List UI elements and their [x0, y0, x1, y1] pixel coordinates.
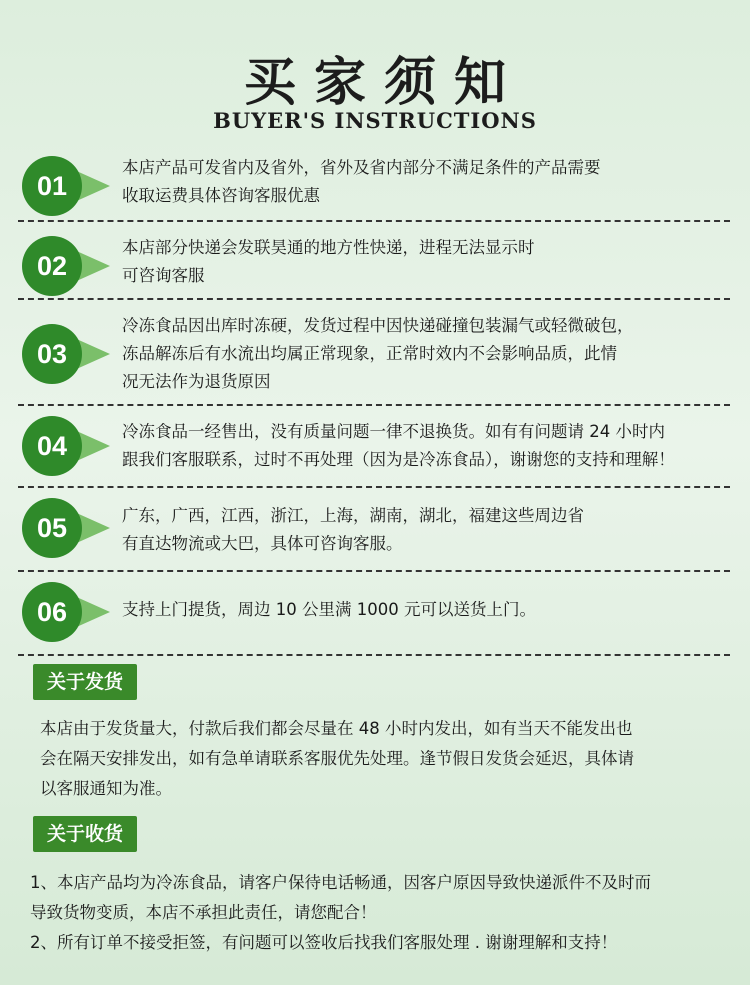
- number-badge: [22, 324, 110, 384]
- badge-number: 02: [36, 251, 68, 281]
- notice-line: 本店产品可发省内及省外，省外及省内部分不满足条件的产品需要: [122, 158, 601, 177]
- notice-text: [122, 154, 732, 210]
- number-badge: [22, 498, 110, 558]
- receiving-heading: 关于收货: [33, 816, 137, 852]
- notice-text: [122, 312, 732, 396]
- receiving-line: 1、本店产品均为冷冻食品，请客户保待电话畅通，因客户原因导致快递派件不及时而: [30, 873, 651, 892]
- divider: [18, 298, 730, 300]
- notice-text: [122, 596, 732, 624]
- notice-line: 支持上门提货，周边 10 公里满 1000 元可以送货上门。: [122, 600, 536, 619]
- notice-line: 广东，广西，江西，浙江，上海，湖南，湖北，福建这些周边省: [122, 506, 584, 525]
- receiving-text: [30, 868, 730, 958]
- number-badge: [22, 416, 110, 476]
- badge-number: 04: [36, 431, 68, 461]
- notice-text: [122, 418, 732, 474]
- page-subtitle: BUYER'S INSTRUCTIONS: [213, 108, 537, 133]
- badge-number: 05: [36, 513, 68, 543]
- notice-line: 跟我们客服联系，过时不再处理（因为是冷冻食品），谢谢您的支持和理解！: [122, 450, 675, 469]
- receiving-line: 导致货物变质，本店不承担此责任，请您配合！: [30, 903, 377, 922]
- shipping-line: 以客服通知为准。: [40, 779, 172, 798]
- notice-line: 况无法作为退货原因: [122, 372, 271, 391]
- notice-line: 有直达物流或大巴，具体可咨询客服。: [122, 534, 403, 553]
- badge-number: 03: [36, 339, 68, 369]
- shipping-text: [40, 714, 740, 804]
- notice-line: 本店部分快递会发联昊通的地方性快递，进程无法显示时: [122, 238, 535, 257]
- number-badge: [22, 582, 110, 642]
- number-badge: [22, 236, 110, 296]
- notice-line: 收取运费具体咨询客服优惠: [122, 186, 320, 205]
- divider: [18, 220, 730, 222]
- notice-line: 可咨询客服: [122, 266, 205, 285]
- notice-text: [122, 502, 732, 558]
- badge-number: 01: [36, 171, 68, 201]
- divider: [18, 570, 730, 572]
- divider: [18, 654, 730, 656]
- notice-text: [122, 234, 732, 290]
- shipping-heading: 关于发货: [33, 664, 137, 700]
- badge-number: 06: [36, 597, 68, 627]
- notice-line: 冷冻食品一经售出，没有质量问题一律不退换货。如有有问题请 24 小时内: [122, 422, 665, 441]
- shipping-line: 本店由于发货量大，付款后我们都会尽量在 48 小时内发出，如有当天不能发出也: [40, 719, 633, 738]
- notice-line: 冷冻食品因出库时冻硬，发货过程中因快递碰撞包装漏气或轻微破包，: [122, 316, 634, 335]
- divider: [18, 404, 730, 406]
- divider: [18, 486, 730, 488]
- page-title: 买家须知: [243, 52, 524, 113]
- shipping-line: 会在隔天安排发出，如有急单请联系客服优先处理。逢节假日发货会延迟，具体请: [40, 749, 634, 768]
- number-badge: [22, 156, 110, 216]
- notice-line: 冻品解冻后有水流出均属正常现象，正常时效内不会影响品质，此情: [122, 344, 617, 363]
- receiving-line: 2、所有订单不接受拒签，有问题可以签收后找我们客服处理 . 谢谢理解和支持！: [30, 933, 618, 952]
